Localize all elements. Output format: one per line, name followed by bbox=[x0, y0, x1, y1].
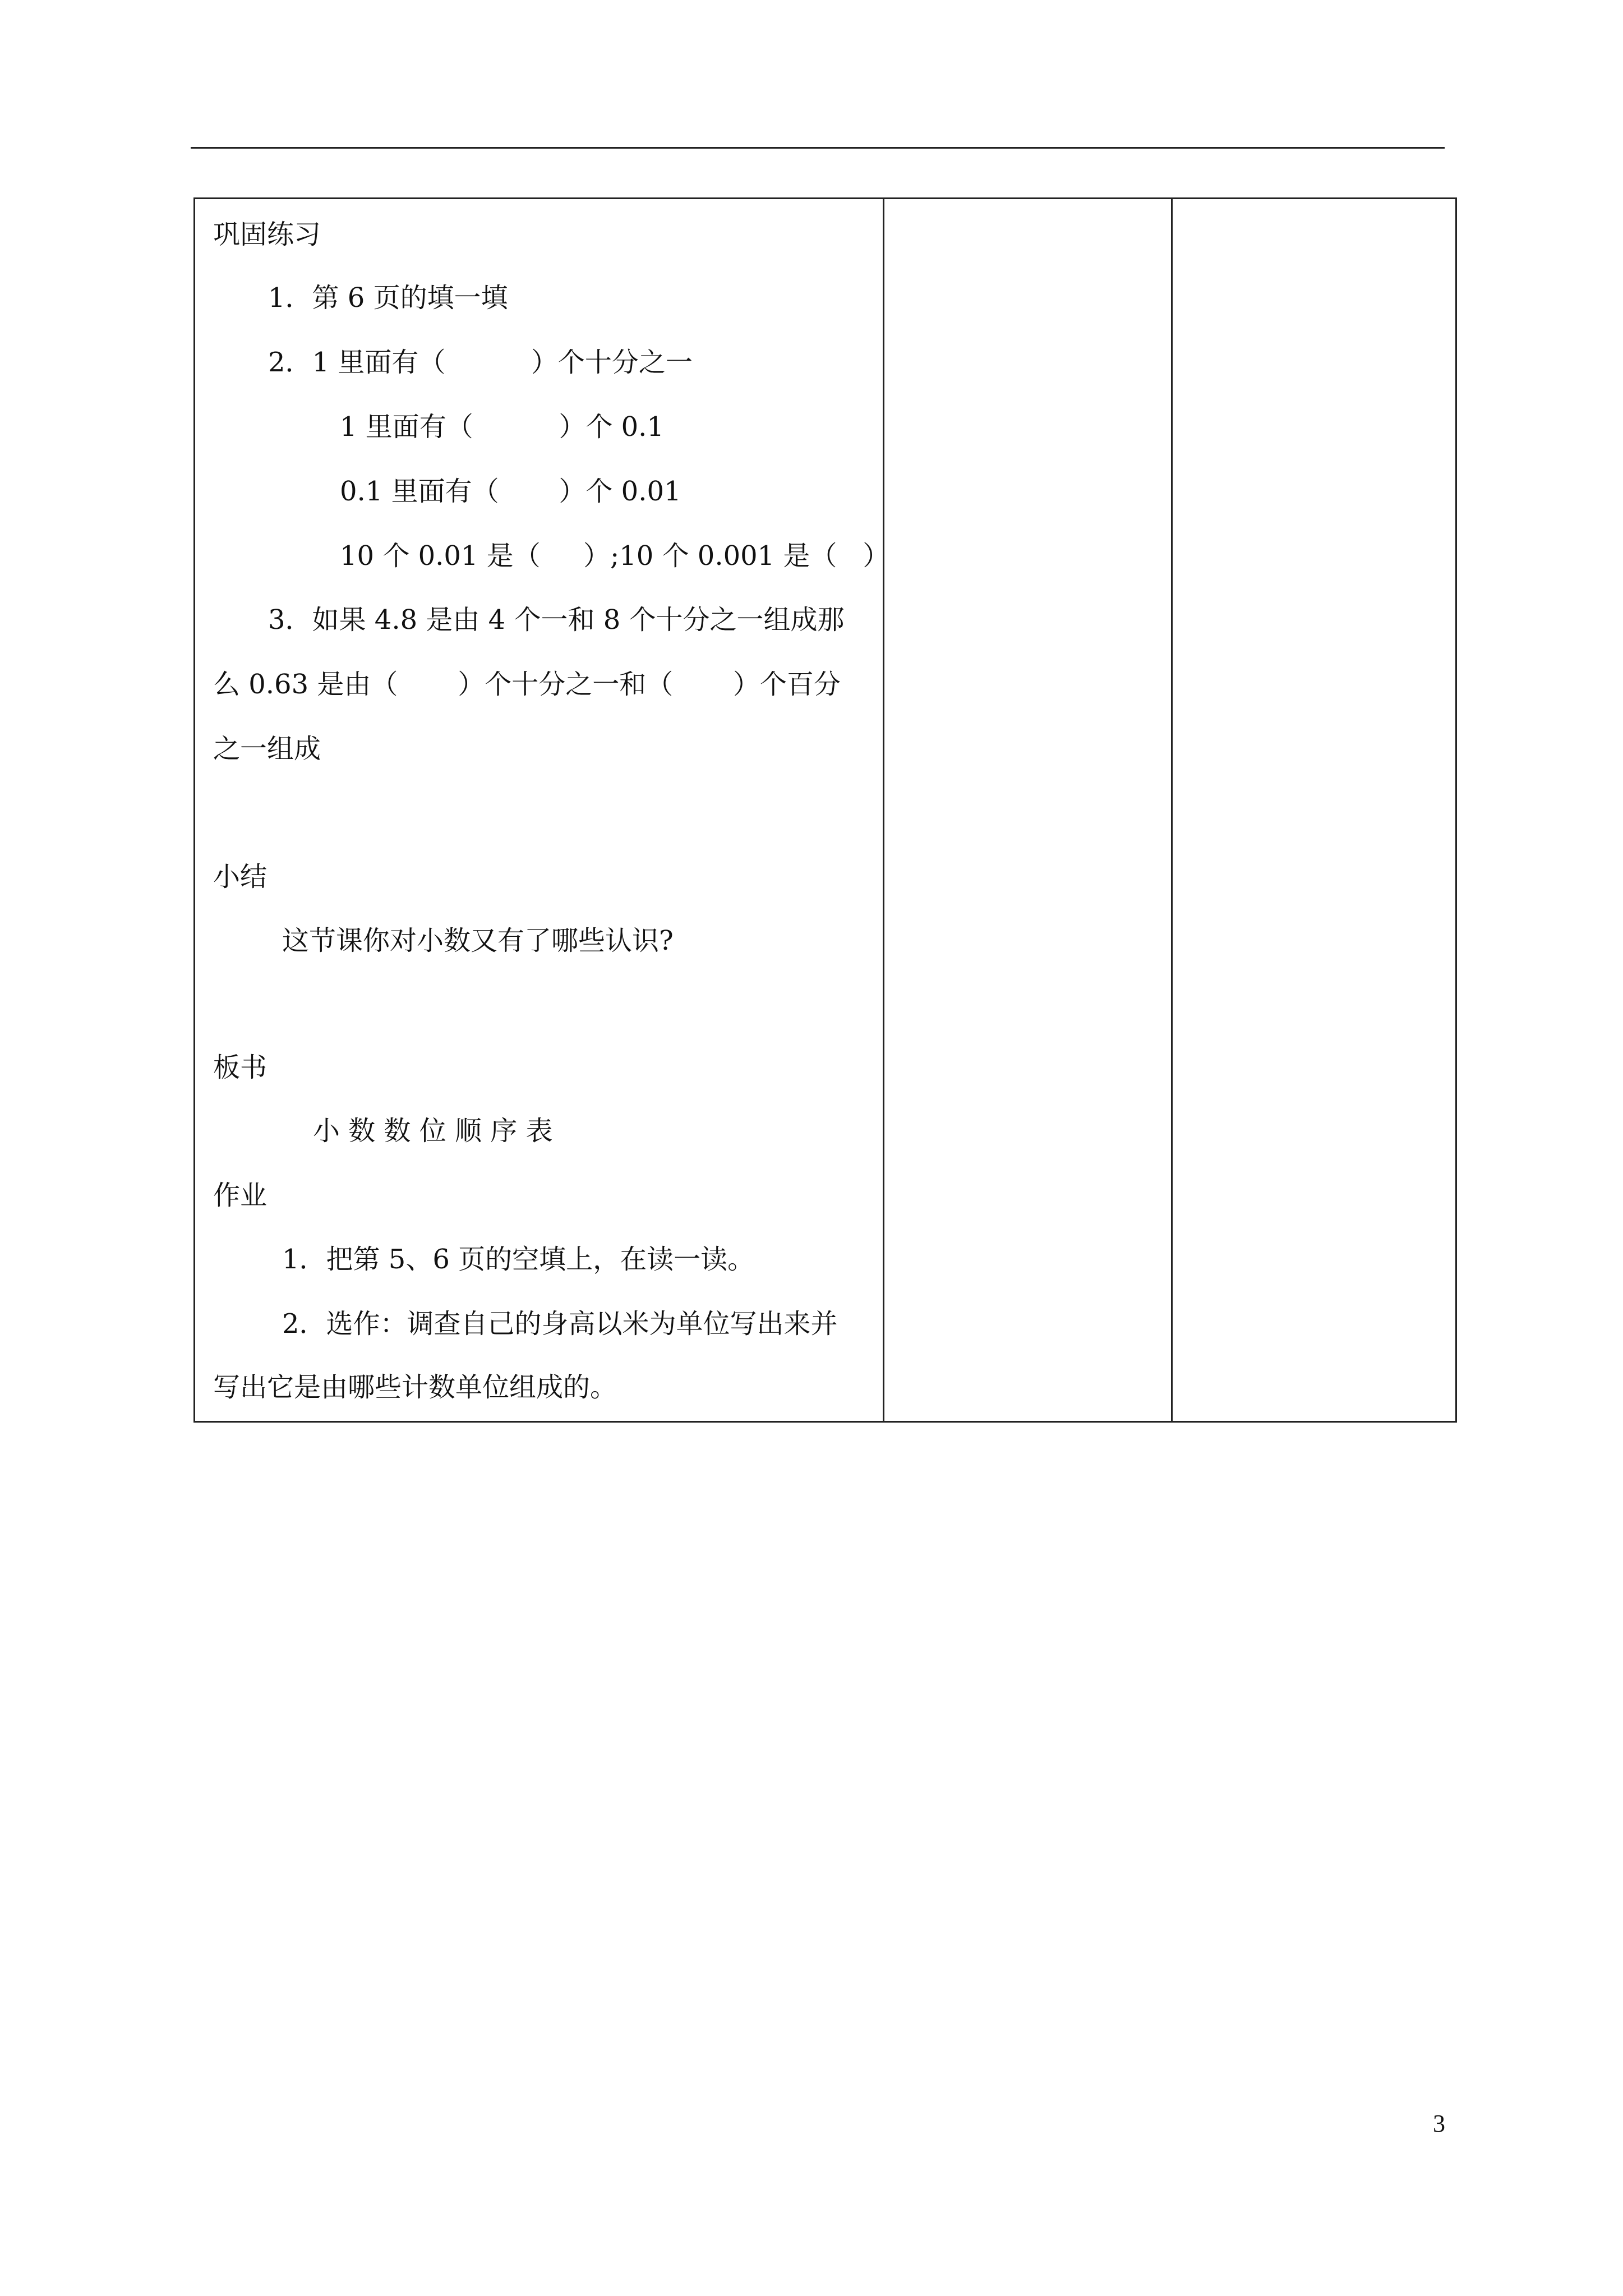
column-divider bbox=[1171, 199, 1173, 1421]
practice-item-3b: 么 0.63 是由（ ）个十分之一和（ ）个百分 bbox=[213, 669, 841, 700]
practice-heading: 巩固练习 bbox=[213, 219, 321, 250]
board-heading: 板书 bbox=[213, 1052, 268, 1083]
lesson-table bbox=[193, 197, 1457, 1423]
header-rule bbox=[191, 147, 1445, 149]
practice-item-2c: 0.1 里面有（ ）个 0.01 bbox=[340, 476, 681, 507]
lesson-content-cell bbox=[195, 199, 890, 1421]
practice-item-2b: 1 里面有（ ）个 0.1 bbox=[340, 411, 664, 443]
practice-item-3a: 3．如果 4.8 是由 4 个一和 8 个十分之一组成那 bbox=[268, 604, 845, 636]
board-body: 小 数 数 位 顺 序 表 bbox=[313, 1115, 553, 1147]
practice-item-2a: 2．1 里面有（ ）个十分之一 bbox=[268, 347, 693, 378]
homework-item-2b: 写出它是由哪些计数单位组成的。 bbox=[213, 1372, 617, 1403]
practice-item-3c: 之一组成 bbox=[213, 733, 321, 765]
homework-heading: 作业 bbox=[213, 1180, 268, 1211]
page-number: 3 bbox=[1433, 2110, 1445, 2137]
homework-item-2a: 2．选作：调查自己的身高以米为单位写出来并 bbox=[282, 1308, 838, 1340]
homework-item-1: 1．把第 5、6 页的空填上，在读一读。 bbox=[282, 1244, 755, 1275]
summary-heading: 小结 bbox=[213, 861, 268, 892]
practice-item-2d: 10 个 0.01 是（ ）;10 个 0.001 是（ ） bbox=[340, 540, 890, 572]
summary-body: 这节课你对小数又有了哪些认识? bbox=[282, 925, 674, 956]
practice-item-1: 1．第 6 页的填一填 bbox=[268, 282, 508, 314]
